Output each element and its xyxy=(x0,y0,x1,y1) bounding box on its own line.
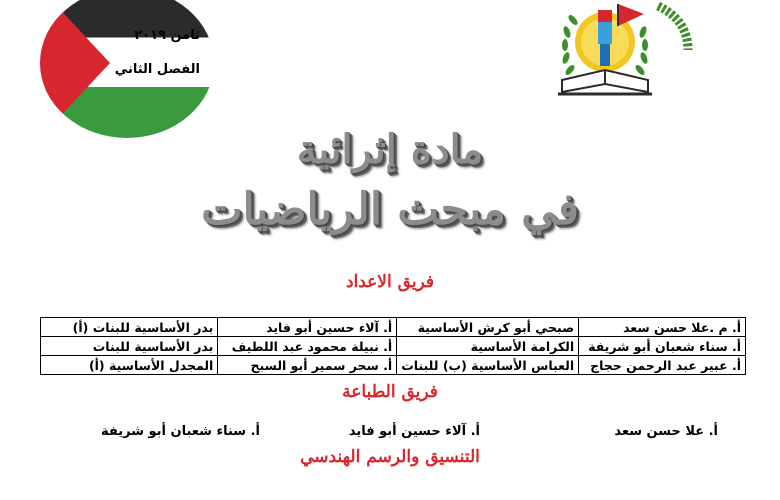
table-cell: أ. سناء شعبان أبو شريفة xyxy=(579,337,746,356)
ministry-logo xyxy=(548,0,718,104)
table-cell: الكرامة الأساسية xyxy=(397,337,579,356)
table-cell: أ. عبير عبد الرحمن حجاج xyxy=(579,356,746,375)
table-row xyxy=(41,356,746,375)
title-line-2: في مبحث الرياضيات xyxy=(201,184,579,235)
print-team-heading: فريق الطباعة xyxy=(342,382,438,402)
date-label: ثامن ٢٠١٩ xyxy=(134,28,200,43)
print-member: أ. سناء شعبان أبو شريفة xyxy=(100,424,260,439)
flag-badge xyxy=(40,0,220,142)
print-member: أ. آلاء حسين أبو فايد xyxy=(348,424,480,439)
table-cell: أ. م .علا حسن سعد xyxy=(579,318,746,337)
print-member: أ. علا حسن سعد xyxy=(614,424,718,439)
title-line-1: مادة إثرائية xyxy=(296,126,484,173)
coordination-heading: التنسيق والرسم الهندسي xyxy=(300,447,480,467)
table-cell: أ. نبيلة محمود عبد اللطيف xyxy=(218,337,397,356)
semester-label: الفصل الثاني xyxy=(114,62,200,77)
flag-triangle xyxy=(40,0,110,138)
table-cell: العباس الأساسية (ب) للبنات xyxy=(397,356,579,375)
table-cell: أ. آلاء حسين أبو فايد xyxy=(218,318,397,337)
prep-team-table xyxy=(40,317,746,375)
table-row xyxy=(41,318,746,337)
table-cell: أ. سحر سمير أبو السبح xyxy=(218,356,397,375)
table-cell: بدر الأساسية للبنات xyxy=(41,337,218,356)
table-cell: المجدل الأساسية (أ) xyxy=(41,356,218,375)
prep-team-heading: فريق الاعداد xyxy=(345,272,435,292)
table-row xyxy=(41,337,746,356)
table-cell: بدر الأساسية للبنات (أ) xyxy=(41,318,218,337)
table-cell: صبحي أبو كرش الأساسية xyxy=(397,318,579,337)
